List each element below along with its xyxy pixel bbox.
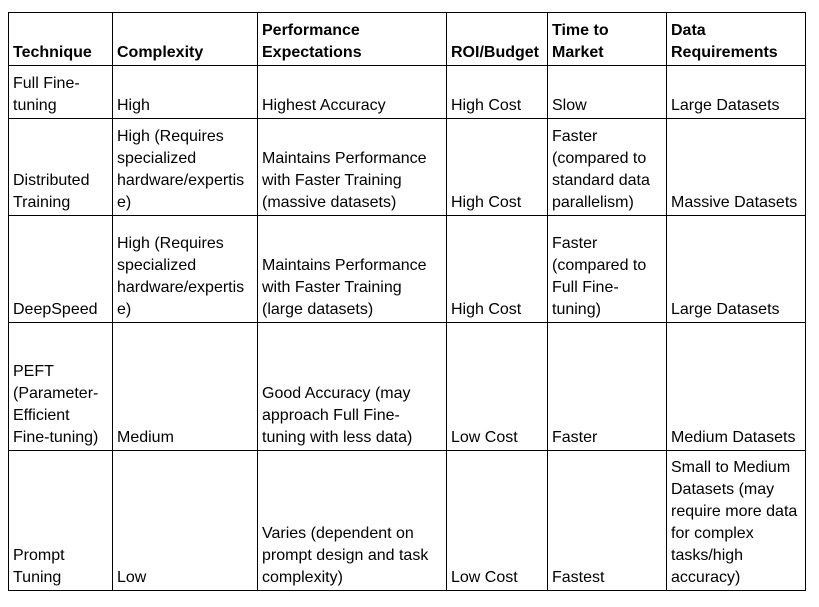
cell-data-requirements: Large Datasets [667, 216, 806, 323]
cell-technique: PEFT (Parameter-Efficient Fine-tuning) [9, 323, 113, 451]
cell-time-to-market: Fastest [548, 451, 667, 591]
header-data-requirements: Data Requirements [667, 13, 806, 66]
cell-complexity: Low [113, 451, 258, 591]
cell-complexity: High (Requires specialized hardware/expertise) [113, 119, 258, 216]
cell-roi-budget: High Cost [447, 66, 548, 119]
cell-data-requirements: Massive Datasets [667, 119, 806, 216]
cell-data-requirements: Medium Datasets [667, 323, 806, 451]
header-time-to-market: Time to Market [548, 13, 667, 66]
cell-technique: DeepSpeed [9, 216, 113, 323]
header-row [9, 13, 806, 66]
cell-time-to-market: Faster (compared to Full Fine-tuning) [548, 216, 667, 323]
table-row [9, 323, 806, 451]
comparison-table [8, 12, 806, 591]
header-complexity: Complexity [113, 13, 258, 66]
cell-complexity: Medium [113, 323, 258, 451]
cell-performance-expectations: Highest Accuracy [258, 66, 447, 119]
cell-roi-budget: Low Cost [447, 323, 548, 451]
header-performance-expectations: Performance Expectations [258, 13, 447, 66]
cell-complexity: High (Requires specialized hardware/expertise) [113, 216, 258, 323]
cell-complexity: High [113, 66, 258, 119]
cell-time-to-market: Slow [548, 66, 667, 119]
cell-performance-expectations: Maintains Performance with Faster Training (large datasets) [258, 216, 447, 323]
table-row [9, 216, 806, 323]
table-row [9, 451, 806, 591]
cell-roi-budget: Low Cost [447, 451, 548, 591]
cell-performance-expectations: Good Accuracy (may approach Full Fine-tuning with less data) [258, 323, 447, 451]
cell-technique: Distributed Training [9, 119, 113, 216]
table-row [9, 66, 806, 119]
table-row [9, 119, 806, 216]
cell-data-requirements: Small to Medium Datasets (may require more data for complex tasks/high accuracy) [667, 451, 806, 591]
header-roi-budget: ROI/Budget [447, 13, 548, 66]
cell-performance-expectations: Maintains Performance with Faster Training (massive datasets) [258, 119, 447, 216]
cell-roi-budget: High Cost [447, 119, 548, 216]
cell-data-requirements: Large Datasets [667, 66, 806, 119]
cell-technique: Prompt Tuning [9, 451, 113, 591]
cell-time-to-market: Faster [548, 323, 667, 451]
header-technique: Technique [9, 13, 113, 66]
cell-technique: Full Fine-tuning [9, 66, 113, 119]
cell-time-to-market: Faster (compared to standard data parallelism) [548, 119, 667, 216]
cell-performance-expectations: Varies (dependent on prompt design and task complexity) [258, 451, 447, 591]
cell-roi-budget: High Cost [447, 216, 548, 323]
